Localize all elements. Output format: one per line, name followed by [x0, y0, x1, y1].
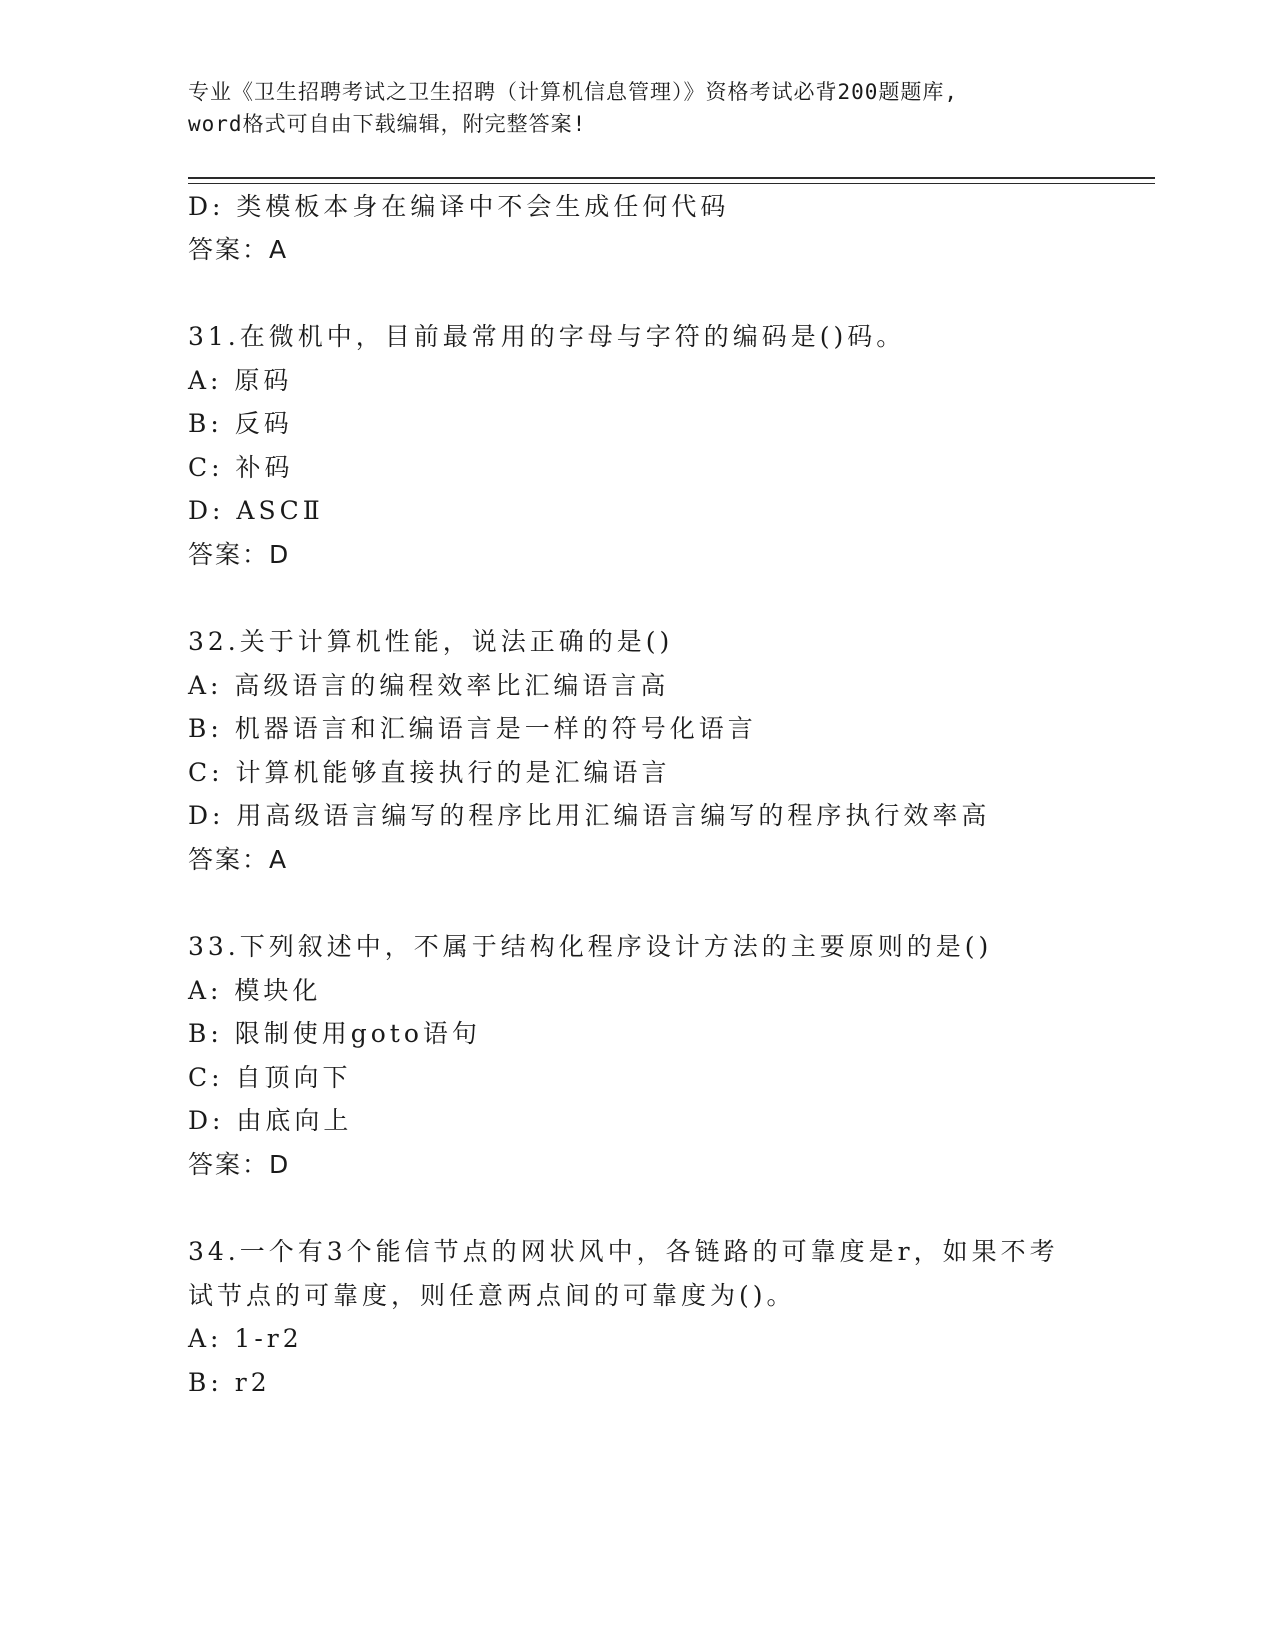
document-header — [188, 76, 1088, 140]
q31-option-b: B: 反码 — [188, 409, 293, 438]
q33-option-b: B: 限制使用goto语句 — [188, 1019, 481, 1048]
prev-answer: 答案：A — [188, 235, 289, 264]
header-divider — [188, 177, 1155, 179]
q34-option-a: A: 1-r2 — [188, 1324, 303, 1353]
q34-question-line-2: 试节点的可靠度，则任意两点间的可靠度为()。 — [188, 1281, 796, 1310]
header-line-1: 专业《卫生招聘考试之卫生招聘（计算机信息管理）》资格考试必背200题题库, — [188, 80, 959, 104]
q33-option-a: A: 模块化 — [188, 976, 322, 1005]
prev-option-d: D: 类模板本身在编译中不会生成任何代码 — [188, 192, 730, 221]
q33-option-c: C: 自顶向下 — [188, 1063, 352, 1092]
q34-question-line-1: 34.一个有3个能信节点的网状风中，各链路的可靠度是r，如果不考 — [188, 1237, 1059, 1266]
q32-option-c: C: 计算机能够直接执行的是汇编语言 — [188, 758, 671, 787]
q34-option-b: B: r2 — [188, 1368, 271, 1397]
header-line-2: word格式可自由下载编辑，附完整答案! — [188, 112, 587, 136]
header-divider-thin — [188, 183, 1155, 184]
q31-answer: 答案：D — [188, 540, 291, 569]
q32-option-a: A: 高级语言的编程效率比汇编语言高 — [188, 671, 670, 700]
q31-question: 31.在微机中，目前最常用的字母与字符的编码是()码。 — [188, 322, 906, 351]
q32-option-b: B: 机器语言和汇编语言是一样的符号化语言 — [188, 714, 757, 743]
q33-question: 33.下列叙述中，不属于结构化程序设计方法的主要原则的是() — [188, 932, 993, 961]
q31-option-d: D: ASCⅡ — [188, 496, 324, 525]
q33-option-d: D: 由底向上 — [188, 1106, 353, 1135]
q32-question: 32.关于计算机性能，说法正确的是() — [188, 627, 674, 656]
q32-answer: 答案：A — [188, 845, 289, 874]
q32-option-d: D: 用高级语言编写的程序比用汇编语言编写的程序执行效率高 — [188, 801, 991, 830]
q31-option-a: A: 原码 — [188, 366, 293, 395]
q31-option-c: C: 补码 — [188, 453, 294, 482]
q33-answer: 答案：D — [188, 1150, 291, 1179]
